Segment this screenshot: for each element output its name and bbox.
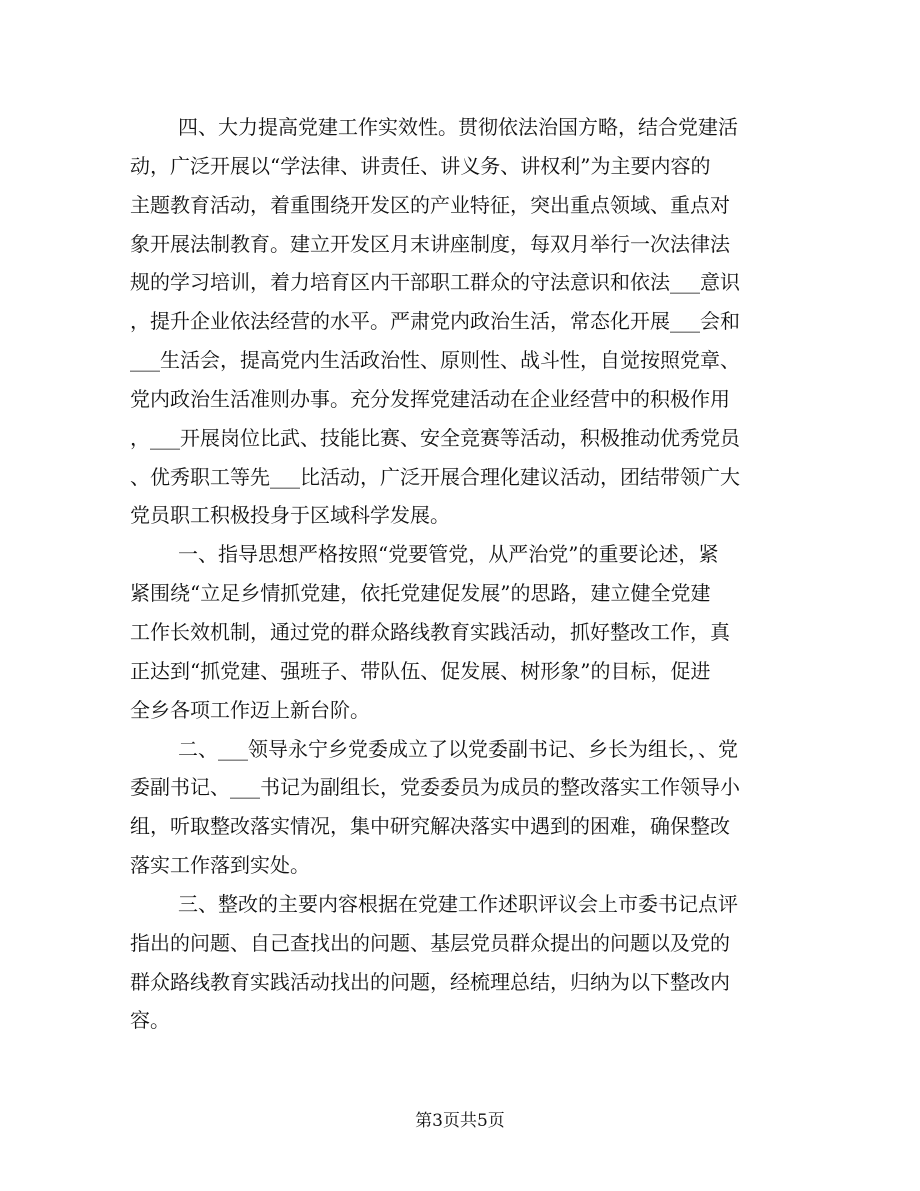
paragraph-1-line-8: 党内政治生活准则办事。充分发挥党建活动在企业经营中的积极作用 <box>130 386 730 411</box>
paragraph-3-line-3: 组，听取整改落实情况，集中研究解决落实中遇到的困难，确保整改 <box>130 814 730 839</box>
paragraph-2-line-5: 全乡各项工作迈上新台阶。 <box>130 697 370 722</box>
document-body <box>130 108 790 1040</box>
paragraph-3-line-4: 落实工作落到实处。 <box>130 853 310 878</box>
paragraph-4-line-2: 指出的问题、自己查找出的问题、基层党员群众提出的问题以及党的 <box>130 930 730 955</box>
paragraph-4-line-4: 容。 <box>130 1008 170 1033</box>
paragraph-3-line-1: 二、___领导永宁乡党委成立了以党委副书记、乡长为组长，、党 <box>178 736 738 761</box>
paragraph-4-line-1: 三、整改的主要内容根据在党建工作述职评议会上市委书记点评 <box>178 891 738 916</box>
paragraph-2-line-1: 一、指导思想严格按照“党要管党，从严治党”的重要论述，紧 <box>178 542 719 567</box>
paragraph-1-line-4: 象开展法制教育。建立开发区月末讲座制度，每双月举行一次法律法 <box>130 231 730 256</box>
paragraph-3-line-2: 委副书记、___书记为副组长，党委委员为成员的整改落实工作领导小 <box>130 775 740 800</box>
paragraph-1-line-1: 四、大力提高党建工作实效性。贯彻依法治国方略，结合党建活 <box>178 115 738 139</box>
paragraph-1-line-9: ，___开展岗位比武、技能比赛、安全竞赛等活动，积极推动优秀党员 <box>130 425 740 450</box>
paragraph-1-line-7: ___生活会，提高党内生活政治性、原则性、战斗性，自觉按照党章、 <box>130 348 740 373</box>
paragraph-2-line-4: 正达到“抓党建、强班子、带队伍、促发展、树形象”的目标，促进 <box>130 658 711 683</box>
paragraph-2-line-2: 紧围绕“立足乡情抓党建，依托党建促发展”的思路，建立健全党建 <box>130 581 711 606</box>
paragraph-1-line-5: 规的学习培训，着力培育区内干部职工群众的守法意识和依法___意识 <box>130 270 740 295</box>
paragraph-1-line-3: 主题教育活动，着重围绕开发区的产业特征，突出重点领域、重点对 <box>130 192 730 217</box>
page-number-footer: 第3页共5页 <box>415 1111 505 1131</box>
paragraph-4-line-3: 群众路线教育实践活动找出的问题，经梳理总结，归纳为以下整改内 <box>130 969 730 994</box>
paragraph-1-line-11: 党员职工积极投身于区域科学发展。 <box>130 503 450 528</box>
paragraph-1-line-10: 、优秀职工等先___比活动，广泛开展合理化建议活动，团结带领广大 <box>130 464 740 489</box>
paragraph-2-line-3: 工作长效机制，通过党的群众路线教育实践活动，抓好整改工作，真 <box>130 619 730 644</box>
paragraph-1-line-2: 动，广泛开展以“学法律、讲责任、讲义务、讲权利”为主要内容的 <box>130 153 711 178</box>
paragraph-1-line-6: ，提升企业依法经营的水平。严肃党内政治生活，常态化开展___会和 <box>130 309 740 334</box>
